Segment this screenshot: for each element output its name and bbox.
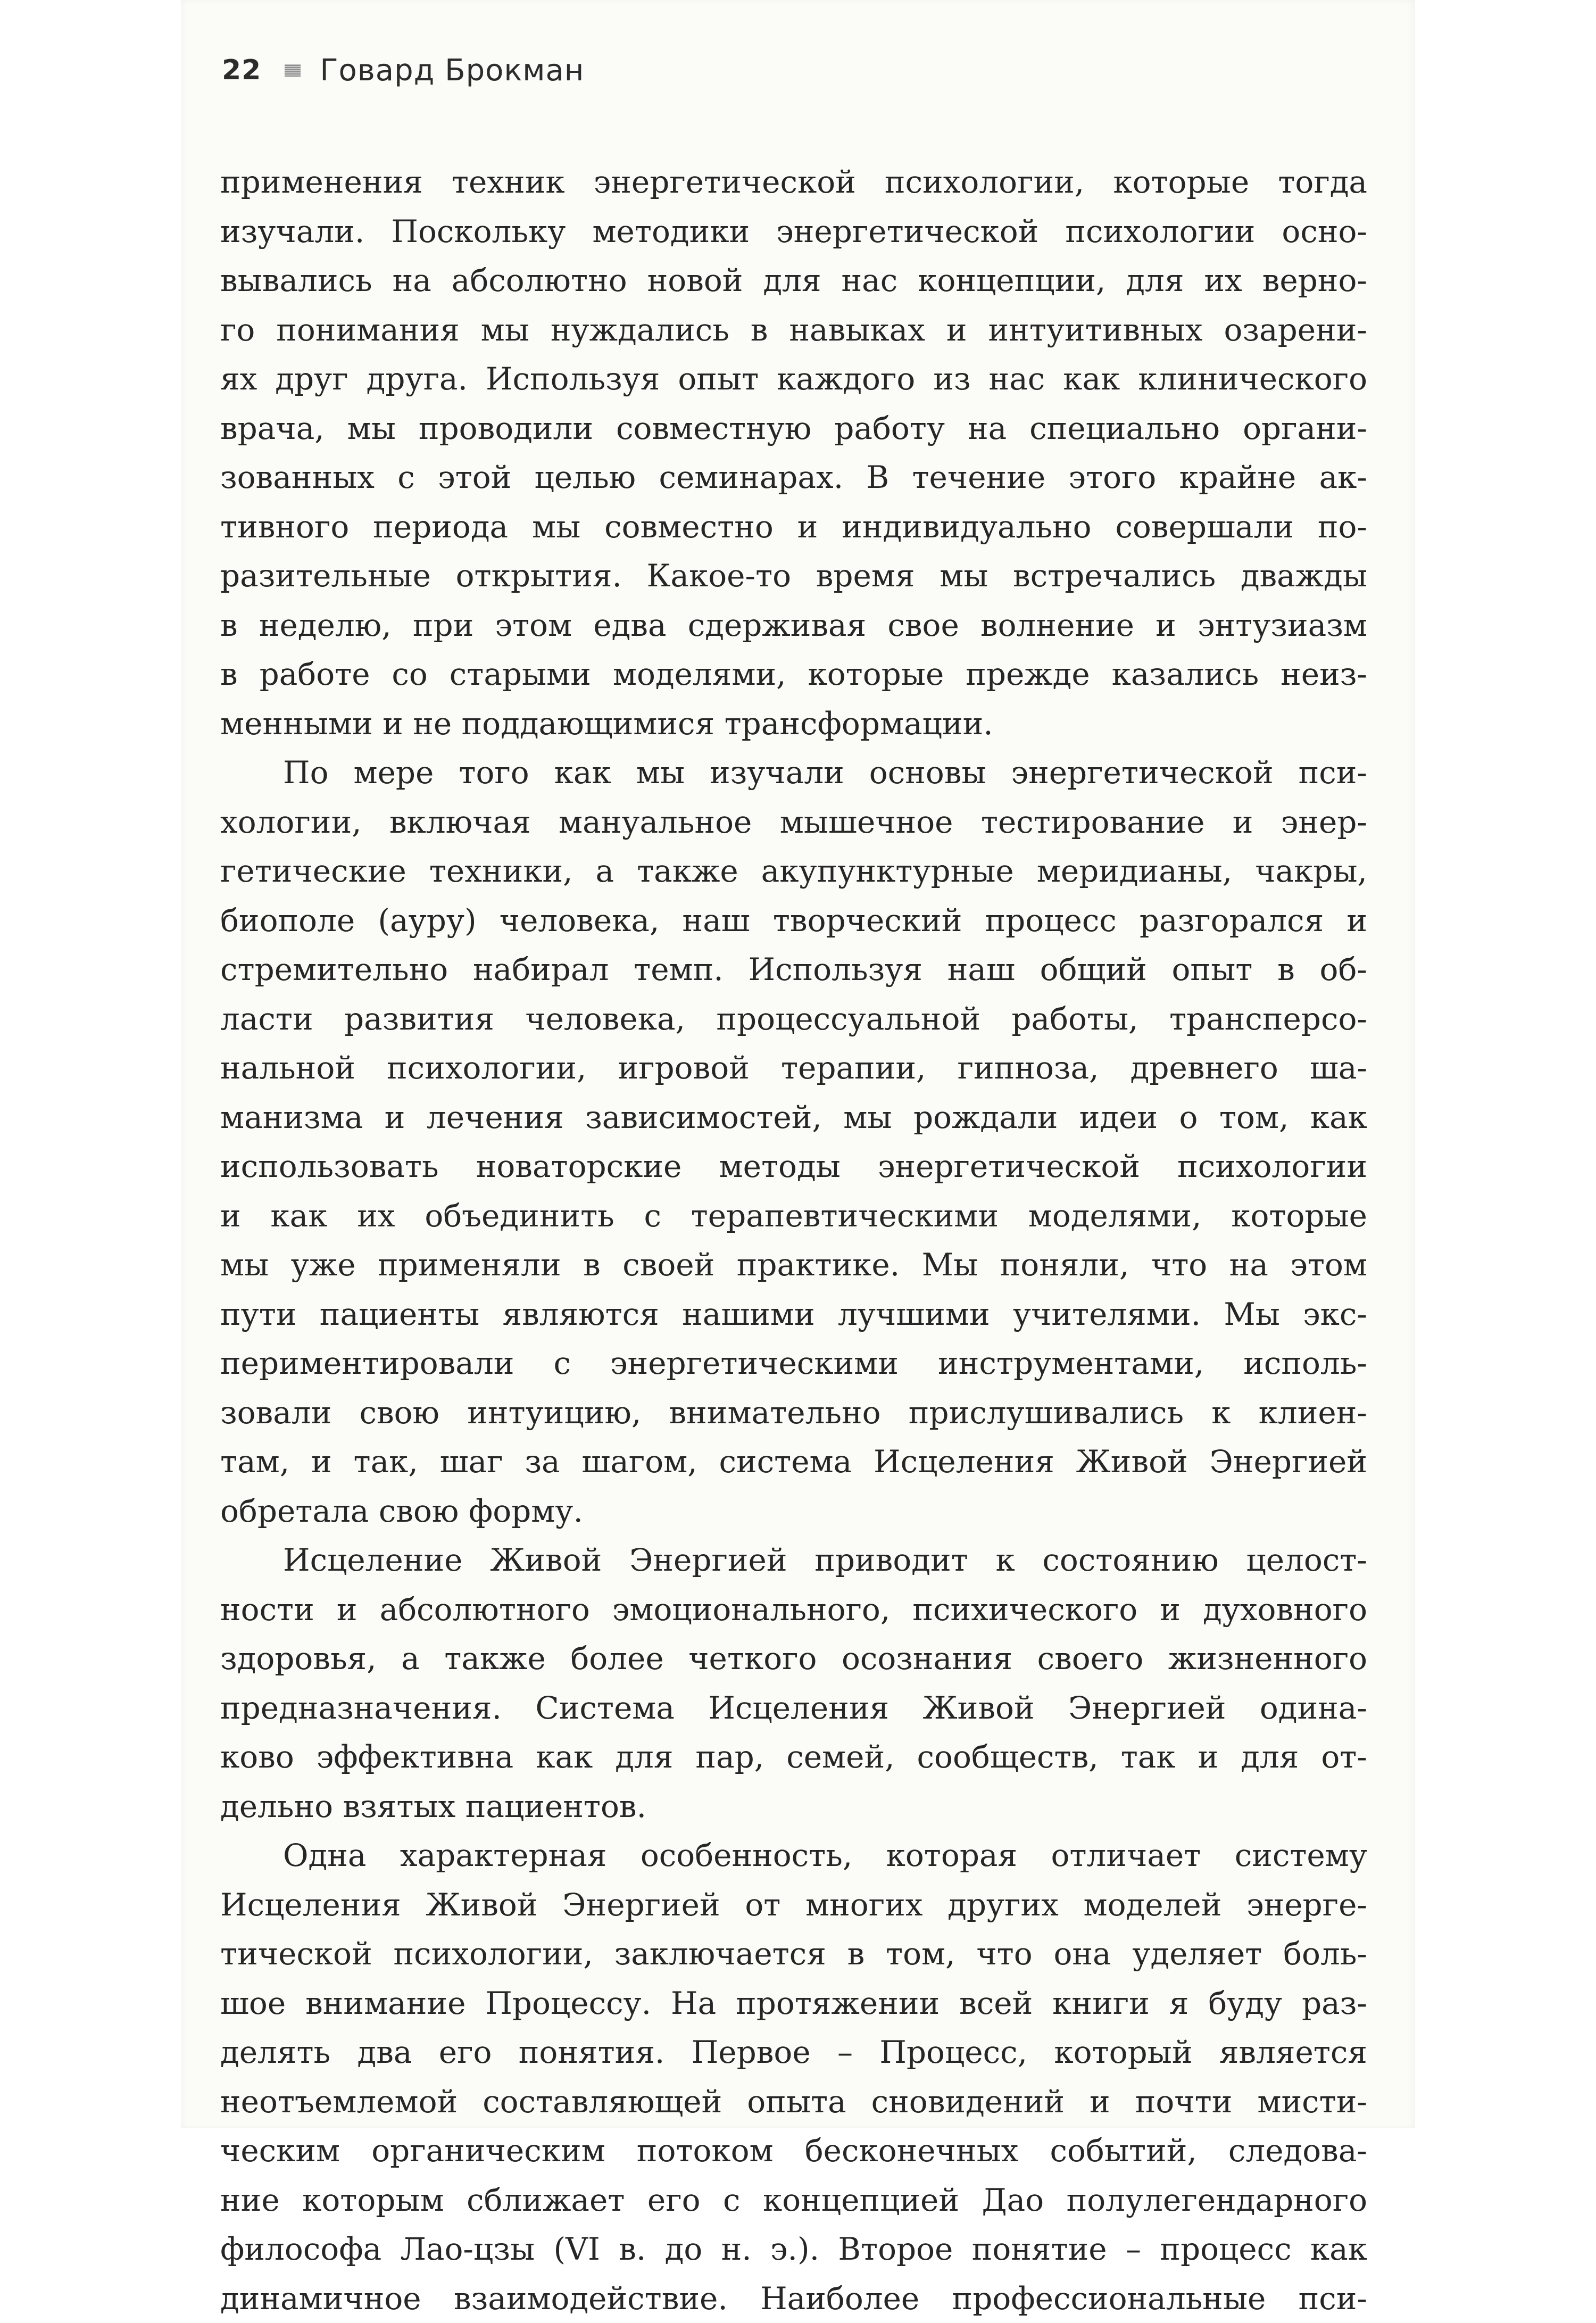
text-line: делять два его понятия. Первое – Процесс, который является	[220, 2028, 1367, 2077]
text-line: динамичное взаимодействие. Наиболее профессиональные пси-	[220, 2274, 1367, 2323]
text-line: тивного периода мы совместно и индивидуально совершали по-	[220, 502, 1367, 552]
text-line: здоровья, а также более четкого осознания своего жизненного	[220, 1634, 1367, 1683]
text-line: ях друг друга. Используя опыт каждого из нас как клинического	[220, 354, 1367, 404]
text-line: пути пациенты являются нашими лучшими учителями. Мы экс-	[220, 1290, 1367, 1339]
text-line: ласти развития человека, процессуальной работы, трансперсо-	[220, 994, 1367, 1044]
text-line: в работе со старыми моделями, которые прежде казались неиз-	[220, 650, 1367, 699]
body-text	[220, 157, 1367, 2323]
text-line: врача, мы проводили совместную работу на специально органи-	[220, 404, 1367, 453]
text-line: в неделю, при этом едва сдерживая свое волнение и энтузиазм	[220, 601, 1367, 650]
text-line: философа Лао-цзы (VI в. до н. э.). Второе понятие – процесс как	[220, 2225, 1367, 2274]
text-line: Одна характерная особенность, которая отличает систему	[220, 1831, 1367, 1880]
text-line: применения техник энергетической психологии, которые тогда	[220, 157, 1367, 207]
paragraph	[220, 748, 1367, 1536]
text-line: и как их объединить с терапевтическими моделями, которые	[220, 1191, 1367, 1241]
paragraph	[220, 157, 1367, 748]
paragraph	[220, 1536, 1367, 1831]
running-head	[222, 49, 584, 92]
text-line: Исцеления Живой Энергией от многих других моделей энерге-	[220, 1880, 1367, 1930]
text-line: менными и не поддающимися трансформации.	[220, 699, 1367, 749]
text-line: разительные открытия. Какое-то время мы встречались дважды	[220, 551, 1367, 601]
text-line: периментировали с энергетическими инструментами, исполь-	[220, 1339, 1367, 1388]
text-line: ности и абсолютного эмоционального, психического и духовного	[220, 1585, 1367, 1635]
text-line: гетические техники, а также акупунктурные меридианы, чакры,	[220, 847, 1367, 896]
text-line: биополе (ауру) человека, наш творческий процесс разгорался и	[220, 896, 1367, 945]
text-line: использовать новаторские методы энергетической психологии	[220, 1142, 1367, 1191]
text-line: ческим органическим потоком бесконечных событий, следова-	[220, 2126, 1367, 2176]
text-line: ние которым сближает его с концепцией Дао полулегендарного	[220, 2176, 1367, 2225]
text-line: зовали свою интуицию, внимательно прислушивались к клиен-	[220, 1388, 1367, 1438]
text-line: стремительно набирал темп. Используя наш общий опыт в об-	[220, 945, 1367, 994]
text-line: вывались на абсолютно новой для нас концепции, для их верно-	[220, 256, 1367, 305]
text-line: хологии, включая мануальное мышечное тестирование и энер-	[220, 798, 1367, 847]
header-separator-square	[285, 64, 301, 77]
text-line: тической психологии, заключается в том, что она уделяет боль-	[220, 1929, 1367, 1979]
text-line: там, и так, шаг за шагом, система Исцеления Живой Энергией	[220, 1437, 1367, 1487]
text-line: зованных с этой целью семинарах. В течение этого крайне ак-	[220, 453, 1367, 502]
text-line: обретала свою форму.	[220, 1487, 1367, 1536]
page-number: 22	[222, 54, 261, 86]
text-line: неотъемлемой составляющей опыта сновидений и почти мисти-	[220, 2077, 1367, 2127]
text-line: предназначения. Система Исцеления Живой Энергией одина-	[220, 1683, 1367, 1733]
text-line: мы уже применяли в своей практике. Мы поняли, что на этом	[220, 1240, 1367, 1290]
running-head-author: Говард Брокман	[320, 53, 584, 88]
text-line: Исцеление Живой Энергией приводит к состоянию целост-	[220, 1536, 1367, 1585]
text-line: го понимания мы нуждались в навыках и интуитивных озарени-	[220, 305, 1367, 355]
text-line: По мере того как мы изучали основы энергетической пси-	[220, 748, 1367, 798]
text-line: дельно взятых пациентов.	[220, 1782, 1367, 1831]
text-line: ково эффективна как для пар, семей, сообществ, так и для от-	[220, 1732, 1367, 1782]
text-line: манизма и лечения зависимостей, мы рождали идеи о том, как	[220, 1093, 1367, 1142]
text-line: шое внимание Процессу. На протяжении всей книги я буду раз-	[220, 1979, 1367, 2028]
paragraph	[220, 1831, 1367, 2323]
text-line: изучали. Поскольку методики энергетической психологии осно-	[220, 207, 1367, 256]
text-line: нальной психологии, игровой терапии, гипноза, древнего ша-	[220, 1043, 1367, 1093]
